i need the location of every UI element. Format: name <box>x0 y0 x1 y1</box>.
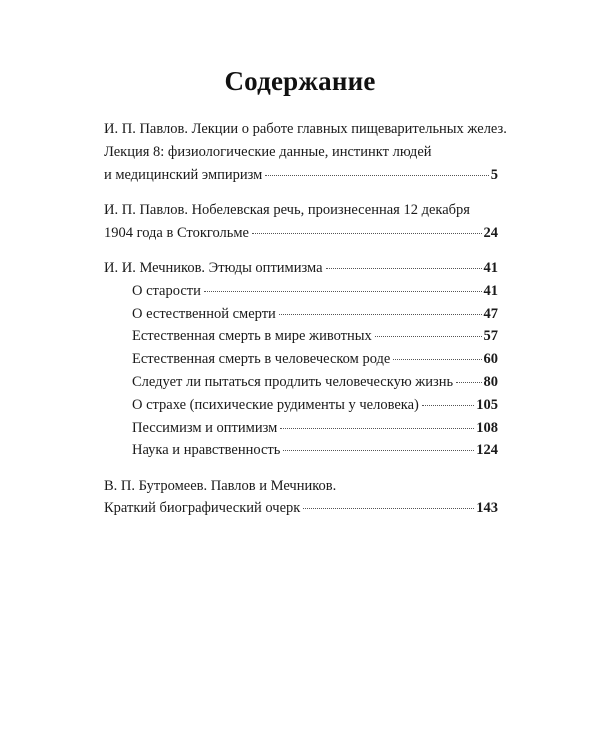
toc-subentry-title: Следует ли пытаться продлить человеческую жизнь <box>132 373 454 390</box>
toc-page-number: 124 <box>476 442 498 459</box>
toc-entry <box>104 118 507 186</box>
toc-page-number: 41 <box>483 259 498 276</box>
toc-entry-line: И. П. Павлов. Лекции о работе главных пищеварительных желез. <box>104 121 507 137</box>
dot-leader <box>326 268 482 269</box>
dot-leader <box>393 359 481 360</box>
toc-entry <box>104 475 498 521</box>
toc-entry-row[interactable] <box>104 222 498 245</box>
toc-subentry-row[interactable] <box>104 303 498 326</box>
toc-page-number: 80 <box>483 373 498 390</box>
toc-subentry-row[interactable] <box>104 394 498 417</box>
toc-entry-row[interactable] <box>104 497 498 520</box>
toc-subentry-row[interactable] <box>104 348 498 371</box>
toc-page-number: 24 <box>483 224 498 241</box>
toc-page-number: 57 <box>483 328 498 345</box>
toc-entry <box>104 257 498 462</box>
toc-page-number: 108 <box>476 419 498 436</box>
toc-page-number: 105 <box>476 396 498 413</box>
toc-page-number: 5 <box>490 166 498 183</box>
dot-leader <box>456 382 481 383</box>
dot-leader <box>280 428 474 429</box>
toc-page-number: 60 <box>483 351 498 368</box>
toc-subentry-title: О старости <box>132 282 201 299</box>
dot-leader <box>283 450 474 451</box>
toc-subentry-row[interactable] <box>104 325 498 348</box>
toc-subentry-title: Естественная смерть в человеческом роде <box>132 351 391 368</box>
toc-subentry-row[interactable] <box>104 417 498 440</box>
dot-leader <box>252 233 482 234</box>
table-of-contents <box>104 118 507 533</box>
toc-entry-title: 1904 года в Стокгольме <box>104 224 249 241</box>
toc-subentry-title: Пессимизм и оптимизм <box>132 419 278 436</box>
toc-entry-line: И. П. Павлов. Нобелевская речь, произнесенная 12 декабря <box>104 201 470 218</box>
toc-entry-line: Лекция 8: физиологические данные, инстинкт людей <box>104 143 432 160</box>
toc-entry-title: И. И. Мечников. Этюды оптимизма <box>104 259 323 276</box>
toc-subentry-title: О страхе (психические рудименты у человека) <box>132 396 419 413</box>
toc-entry-row[interactable] <box>104 164 498 187</box>
toc-entry <box>104 199 498 245</box>
toc-subentry-row[interactable] <box>104 280 498 303</box>
toc-entry-line: В. П. Бутромеев. Павлов и Мечников. <box>104 477 337 494</box>
dot-leader <box>279 314 482 315</box>
dot-leader <box>265 175 488 176</box>
toc-page-number: 47 <box>483 305 498 322</box>
dot-leader <box>303 508 474 509</box>
toc-subentry-title: О естественной смерти <box>132 305 276 322</box>
dot-leader <box>422 405 474 406</box>
toc-entry-row[interactable] <box>104 257 498 280</box>
dot-leader <box>375 336 482 337</box>
toc-entry-title: и медицинский эмпиризм <box>104 166 263 183</box>
toc-page-number: 41 <box>483 282 498 299</box>
toc-subentry-row[interactable] <box>104 371 498 394</box>
toc-subentry-title: Естественная смерть в мире животных <box>132 328 372 345</box>
toc-page-number: 143 <box>476 500 498 517</box>
dot-leader <box>204 291 482 292</box>
page-title: Содержание <box>224 66 376 96</box>
toc-subentry-row[interactable] <box>104 439 498 462</box>
toc-entry-title: Краткий биографический очерк <box>104 500 301 517</box>
toc-subentry-title: Наука и нравственность <box>132 442 281 459</box>
